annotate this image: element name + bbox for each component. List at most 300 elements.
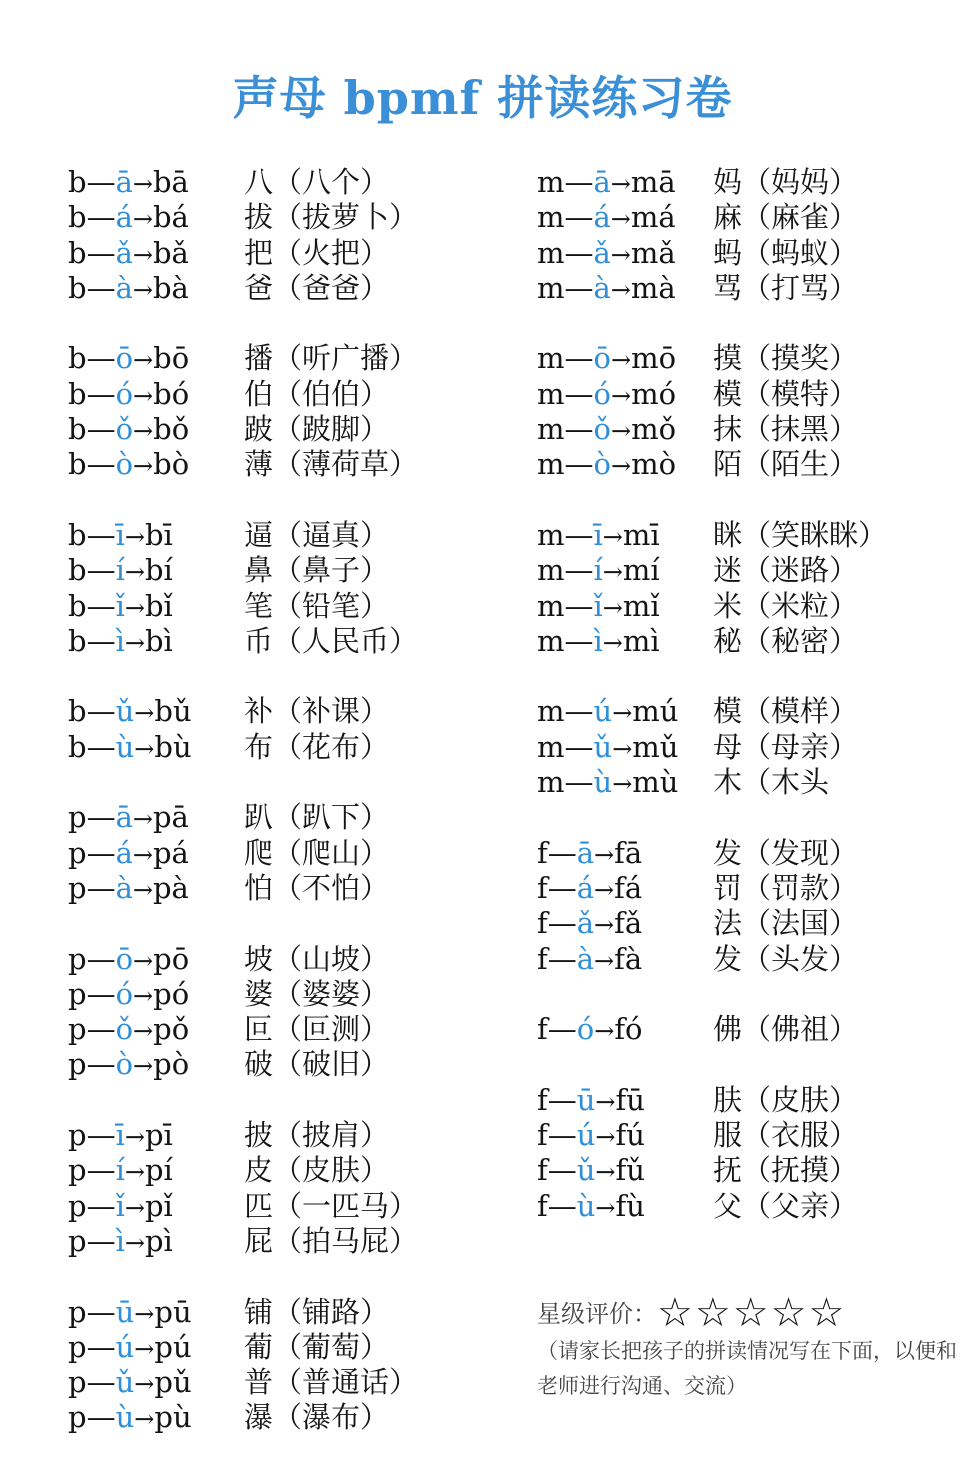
initial-consonant: f	[537, 1012, 548, 1047]
dash: —	[564, 765, 594, 800]
syllable-row	[537, 906, 887, 941]
initial-consonant: b	[68, 729, 87, 764]
example-word: 瀑（瀑布）	[244, 1400, 390, 1435]
dash: —	[86, 694, 116, 729]
initial-consonant: m	[537, 447, 565, 482]
example-word: 铺（铺路）	[244, 1294, 390, 1329]
dash: —	[86, 1118, 116, 1153]
combined-syllable: fó	[614, 1012, 643, 1047]
syllable-row	[537, 518, 887, 553]
dash: —	[86, 588, 116, 623]
syllable-row	[68, 1400, 418, 1435]
arrow-icon: →	[124, 522, 145, 551]
final-vowel: ì	[593, 623, 603, 658]
syllable-row	[537, 836, 887, 871]
example-word: 肤（皮肤）	[713, 1082, 859, 1117]
dash: —	[86, 553, 116, 588]
example-word: 薄（薄荷草）	[244, 447, 419, 482]
group-spacer	[68, 1259, 418, 1294]
arrow-icon: →	[594, 875, 615, 904]
initial-consonant: m	[537, 694, 565, 729]
arrow-icon: →	[602, 628, 623, 657]
initial-consonant: p	[68, 941, 87, 976]
pinyin-formula	[537, 1083, 713, 1120]
arrow-icon: →	[595, 1087, 616, 1116]
combined-syllable: mǒ	[631, 412, 677, 447]
final-vowel: ā	[576, 835, 595, 870]
combined-syllable: bō	[153, 341, 190, 376]
combined-syllable: fā	[614, 835, 643, 870]
combined-syllable: bà	[152, 270, 189, 305]
syllable-row	[68, 200, 418, 235]
pinyin-formula	[537, 412, 713, 449]
combined-syllable: bí	[144, 553, 173, 588]
pinyin-formula	[68, 1012, 244, 1049]
arrow-icon: →	[133, 1017, 154, 1046]
pinyin-formula	[68, 377, 244, 414]
group-spacer	[537, 800, 887, 835]
pinyin-formula	[68, 694, 244, 731]
final-vowel: ō	[115, 341, 134, 376]
pinyin-formula	[68, 236, 244, 273]
star-rating	[537, 1290, 846, 1336]
arrow-icon: →	[133, 381, 154, 410]
arrow-icon: →	[132, 240, 153, 269]
initial-consonant: b	[68, 694, 87, 729]
syllable-row	[68, 589, 418, 624]
pinyin-formula	[68, 165, 244, 202]
syllable-row	[537, 1118, 887, 1153]
arrow-icon: →	[133, 346, 154, 375]
arrow-icon: →	[594, 840, 615, 869]
initial-consonant: f	[537, 906, 548, 941]
initial-consonant: f	[537, 1082, 548, 1117]
example-word: 普（普通话）	[244, 1365, 419, 1400]
example-word: 佛（佛祖）	[713, 1012, 859, 1047]
example-word: 陌（陌生）	[713, 447, 859, 482]
combined-syllable: mó	[631, 376, 677, 411]
final-vowel: á	[576, 870, 595, 905]
arrow-icon: →	[612, 770, 633, 799]
final-vowel: ó	[115, 376, 134, 411]
initial-consonant: m	[537, 517, 565, 552]
combined-syllable: pǒ	[153, 1012, 190, 1047]
example-word: 发（发现）	[713, 835, 859, 870]
example-word: 麻（麻雀）	[713, 200, 859, 235]
syllable-row	[68, 271, 418, 306]
initial-consonant: b	[68, 412, 87, 447]
group-spacer	[537, 659, 887, 694]
star-icons[interactable]: ☆☆☆☆☆	[657, 1290, 847, 1336]
pinyin-formula	[68, 1047, 244, 1084]
pinyin-formula	[537, 730, 713, 767]
example-word: 骂（打骂）	[713, 270, 859, 305]
syllable-row	[537, 377, 887, 412]
final-vowel: à	[115, 870, 133, 905]
final-vowel: ǎ	[115, 235, 133, 270]
dash: —	[564, 376, 594, 411]
initial-consonant: m	[537, 765, 565, 800]
syllable-row	[537, 165, 887, 200]
dash: —	[564, 588, 594, 623]
initial-consonant: m	[537, 588, 565, 623]
arrow-icon: →	[610, 275, 631, 304]
dash: —	[86, 1365, 116, 1400]
combined-syllable: mì	[622, 623, 660, 658]
example-word: 模（模特）	[713, 376, 859, 411]
initial-consonant: f	[537, 1118, 548, 1153]
dash: —	[564, 694, 594, 729]
pinyin-formula	[537, 271, 713, 308]
pinyin-formula	[68, 836, 244, 873]
pinyin-formula	[537, 1012, 713, 1049]
example-word: 罚（罚款）	[713, 870, 859, 905]
example-word: 破（破旧）	[244, 1047, 390, 1082]
left-column	[68, 165, 418, 1436]
final-vowel: ǎ	[593, 235, 611, 270]
pinyin-formula	[537, 694, 713, 731]
dash: —	[86, 235, 116, 270]
example-word: 匹（一匹马）	[244, 1188, 419, 1223]
syllable-row	[68, 165, 418, 200]
arrow-icon: →	[124, 558, 145, 587]
example-word: 逼（逼真）	[244, 517, 390, 552]
example-word: 补（补课）	[244, 694, 390, 729]
initial-consonant: b	[68, 270, 87, 305]
final-vowel: ù	[593, 765, 613, 800]
dash: —	[547, 835, 577, 870]
arrow-icon: →	[132, 275, 153, 304]
arrow-icon: →	[124, 1123, 145, 1152]
dash: —	[564, 270, 594, 305]
arrow-icon: →	[124, 1228, 145, 1257]
arrow-icon: →	[132, 205, 153, 234]
dash: —	[564, 623, 594, 658]
initial-consonant: p	[68, 870, 87, 905]
final-vowel: ǔ	[115, 1365, 135, 1400]
dash: —	[564, 729, 594, 764]
final-vowel: ī	[115, 1118, 125, 1153]
final-vowel: ā	[115, 800, 133, 835]
pinyin-formula	[68, 553, 244, 590]
example-word: 蚂（蚂蚁）	[713, 235, 859, 270]
pinyin-formula	[537, 200, 713, 237]
arrow-icon: →	[124, 593, 145, 622]
initial-consonant: b	[68, 553, 87, 588]
final-vowel: ū	[115, 1294, 135, 1329]
arrow-icon: →	[132, 840, 153, 869]
combined-syllable: mú	[632, 694, 679, 729]
pinyin-formula	[68, 977, 244, 1014]
dash: —	[86, 870, 116, 905]
initial-consonant: p	[68, 800, 87, 835]
initial-consonant: m	[537, 376, 565, 411]
dash: —	[547, 1153, 577, 1188]
initial-consonant: b	[68, 341, 87, 376]
final-vowel: á	[115, 835, 133, 870]
syllable-row	[537, 1083, 887, 1118]
group-spacer	[537, 483, 887, 518]
arrow-icon: →	[132, 875, 153, 904]
arrow-icon: →	[610, 381, 632, 410]
pinyin-formula	[537, 341, 713, 378]
combined-syllable: bó	[153, 376, 190, 411]
arrow-icon: →	[124, 628, 145, 657]
group-spacer	[68, 659, 418, 694]
arrow-icon: →	[594, 911, 615, 940]
dash: —	[86, 341, 116, 376]
arrow-icon: →	[610, 205, 631, 234]
syllable-row	[68, 1012, 418, 1047]
example-word: 皮（皮肤）	[244, 1153, 390, 1188]
combined-syllable: bǔ	[154, 694, 192, 729]
example-word: 拔（拔萝卜）	[244, 200, 419, 235]
example-word: 发（头发）	[713, 941, 859, 976]
dash: —	[547, 1118, 577, 1153]
group-spacer	[68, 906, 418, 941]
group-spacer	[537, 1047, 887, 1082]
arrow-icon: →	[602, 558, 623, 587]
example-word: 坡（山坡）	[244, 941, 390, 976]
final-vowel: ǔ	[593, 729, 613, 764]
combined-syllable: pá	[152, 835, 189, 870]
combined-syllable: pà	[152, 870, 189, 905]
initial-consonant: p	[68, 1153, 87, 1188]
dash: —	[86, 729, 116, 764]
pinyin-formula	[537, 906, 713, 943]
final-vowel: ì	[115, 1223, 125, 1258]
pinyin-formula	[68, 589, 244, 626]
dash: —	[86, 1223, 116, 1258]
arrow-icon: →	[610, 346, 632, 375]
arrow-icon: →	[132, 805, 153, 834]
arrow-icon: →	[124, 1158, 145, 1187]
final-vowel: ǎ	[576, 906, 595, 941]
arrow-icon: →	[594, 946, 615, 975]
final-vowel: ǔ	[576, 1153, 596, 1188]
final-vowel: ǔ	[115, 694, 135, 729]
pinyin-formula	[68, 341, 244, 378]
pinyin-formula	[537, 165, 713, 202]
arrow-icon: →	[602, 593, 623, 622]
dash: —	[547, 1082, 577, 1117]
dash: —	[86, 976, 116, 1011]
initial-consonant: p	[68, 1329, 87, 1364]
final-vowel: í	[115, 1153, 125, 1188]
pinyin-formula	[68, 1189, 244, 1226]
arrow-icon: →	[134, 699, 155, 728]
pinyin-formula	[537, 1189, 713, 1226]
arrow-icon: →	[610, 170, 631, 198]
final-vowel: ù	[115, 729, 135, 764]
initial-consonant: p	[68, 976, 87, 1011]
final-vowel: ǐ	[115, 588, 125, 623]
dash: —	[86, 623, 116, 658]
syllable-row	[68, 871, 418, 906]
combined-syllable: má	[630, 200, 676, 235]
syllable-row	[68, 694, 418, 729]
combined-syllable: mǎ	[630, 235, 676, 270]
combined-syllable: bá	[152, 200, 189, 235]
syllable-row	[68, 1118, 418, 1153]
example-word: 法（法国）	[713, 906, 859, 941]
final-vowel: ā	[115, 165, 133, 199]
dash: —	[547, 906, 577, 941]
arrow-icon: →	[595, 1123, 616, 1152]
pinyin-formula	[68, 1330, 244, 1367]
final-vowel: ó	[576, 1012, 595, 1047]
pinyin-formula	[537, 871, 713, 908]
dash: —	[86, 800, 116, 835]
final-vowel: ǒ	[115, 412, 134, 447]
syllable-row	[68, 800, 418, 835]
arrow-icon: →	[134, 734, 155, 763]
syllable-row	[537, 447, 887, 482]
arrow-icon: →	[133, 452, 154, 481]
initial-consonant: p	[68, 1188, 87, 1223]
combined-syllable: pù	[154, 1400, 192, 1435]
final-vowel: ì	[115, 623, 125, 658]
pinyin-formula	[68, 518, 244, 555]
example-word: 婆（婆婆）	[244, 976, 390, 1011]
final-vowel: ī	[115, 517, 125, 552]
arrow-icon: →	[134, 1334, 155, 1363]
arrow-icon: →	[610, 240, 631, 269]
dash: —	[86, 412, 116, 447]
final-vowel: ù	[576, 1188, 596, 1223]
final-vowel: ī	[593, 517, 603, 552]
initial-consonant: f	[537, 941, 548, 976]
dash: —	[547, 1188, 577, 1223]
initial-consonant: m	[537, 729, 565, 764]
syllable-row	[537, 589, 887, 624]
example-word: 木（木头	[713, 765, 830, 800]
initial-consonant: p	[68, 1223, 87, 1258]
pinyin-formula	[537, 836, 713, 873]
pinyin-formula	[537, 447, 713, 484]
example-word: 把（火把）	[244, 235, 390, 270]
final-vowel: ó	[115, 976, 134, 1011]
combined-syllable: mù	[632, 765, 679, 800]
group-spacer	[537, 977, 887, 1012]
syllable-row	[537, 694, 887, 729]
syllable-row	[68, 1224, 418, 1259]
combined-syllable: bǐ	[144, 588, 173, 623]
dash: —	[564, 165, 594, 199]
final-vowel: ò	[115, 447, 134, 482]
final-vowel: ú	[576, 1118, 596, 1153]
initial-consonant: p	[68, 1118, 87, 1153]
arrow-icon: →	[134, 1299, 155, 1328]
dash: —	[564, 200, 594, 235]
final-vowel: ù	[115, 1400, 135, 1435]
combined-syllable: mī	[622, 517, 660, 552]
arrow-icon: →	[610, 417, 632, 446]
syllable-row	[537, 730, 887, 765]
final-vowel: ā	[593, 165, 611, 199]
syllable-row	[68, 1295, 418, 1330]
syllable-row	[68, 236, 418, 271]
example-word: 父（父亲）	[713, 1188, 859, 1223]
example-word: 趴（趴下）	[244, 800, 390, 835]
pinyin-formula	[68, 200, 244, 237]
syllable-row	[537, 1012, 887, 1047]
dash: —	[564, 517, 594, 552]
arrow-icon: →	[132, 170, 153, 198]
combined-syllable: mō	[631, 341, 677, 376]
arrow-icon: →	[594, 1017, 615, 1046]
dash: —	[86, 835, 116, 870]
dash: —	[86, 1188, 116, 1223]
initial-consonant: p	[68, 1294, 87, 1329]
group-spacer	[537, 306, 887, 341]
initial-consonant: m	[537, 341, 565, 376]
final-vowel: ǒ	[115, 1012, 134, 1047]
dash: —	[86, 1329, 116, 1364]
final-vowel: ú	[115, 1329, 135, 1364]
syllable-row	[68, 377, 418, 412]
dash: —	[86, 270, 116, 305]
syllable-row	[68, 977, 418, 1012]
example-word: 服（衣服）	[713, 1118, 859, 1153]
final-vowel: ō	[593, 341, 611, 376]
final-vowel: ó	[593, 376, 611, 411]
arrow-icon: →	[602, 522, 623, 551]
dash: —	[86, 1400, 116, 1435]
pinyin-formula	[68, 1365, 244, 1402]
initial-consonant: m	[537, 165, 565, 199]
syllable-row	[68, 730, 418, 765]
dash: —	[564, 235, 594, 270]
combined-syllable: pì	[144, 1223, 173, 1258]
example-word: 秘（秘密）	[713, 623, 859, 658]
pinyin-formula	[68, 1224, 244, 1261]
final-vowel: í	[593, 553, 603, 588]
final-vowel: ō	[115, 941, 134, 976]
group-spacer	[68, 765, 418, 800]
initial-consonant: f	[537, 1153, 548, 1188]
final-vowel: ò	[115, 1047, 134, 1082]
syllable-row	[68, 341, 418, 376]
example-word: 抹（抹黑）	[713, 412, 859, 447]
syllable-row	[68, 518, 418, 553]
final-vowel: í	[115, 553, 125, 588]
arrow-icon: →	[134, 1370, 155, 1399]
arrow-icon: →	[124, 1193, 145, 1222]
initial-consonant: f	[537, 835, 548, 870]
right-column	[537, 165, 887, 1224]
combined-syllable: mò	[631, 447, 677, 482]
dash: —	[86, 1012, 116, 1047]
dash: —	[86, 941, 116, 976]
syllable-row	[68, 412, 418, 447]
initial-consonant: f	[537, 870, 548, 905]
syllable-row	[537, 1153, 887, 1188]
combined-syllable: bì	[144, 623, 173, 658]
pinyin-formula	[537, 765, 713, 802]
example-word: 叵（叵测）	[244, 1012, 390, 1047]
final-vowel: ū	[576, 1082, 596, 1117]
initial-consonant: m	[537, 412, 565, 447]
pinyin-formula	[68, 624, 244, 661]
dash: —	[547, 1012, 577, 1047]
initial-consonant: p	[68, 1400, 87, 1435]
final-vowel: ǒ	[593, 412, 611, 447]
pinyin-formula	[537, 236, 713, 273]
syllable-row	[68, 624, 418, 659]
combined-syllable: fá	[614, 870, 643, 905]
final-vowel: á	[115, 200, 133, 235]
